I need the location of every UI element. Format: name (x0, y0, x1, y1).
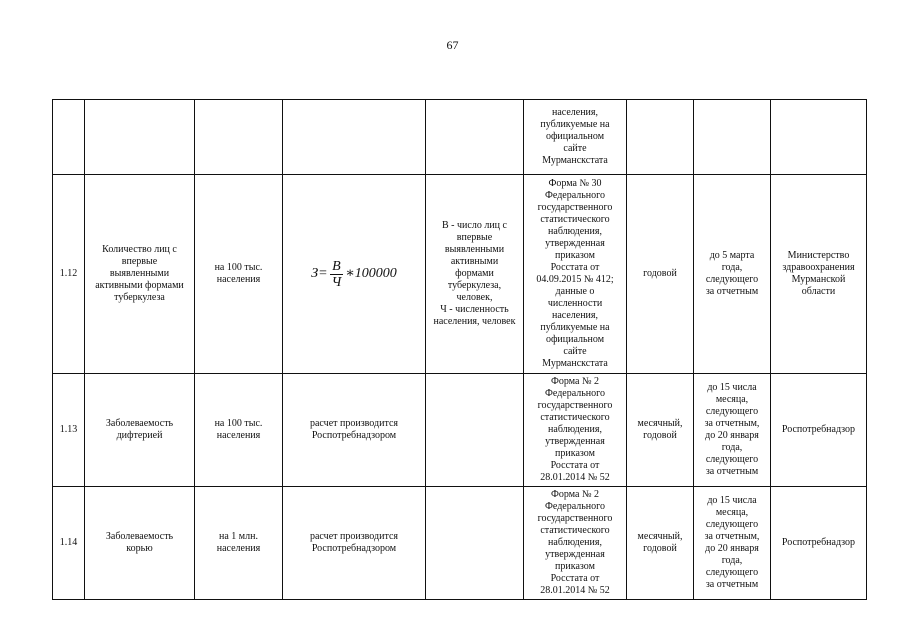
formula-lhs: З (311, 266, 319, 281)
row-number-cell: 1.12 (53, 175, 85, 374)
formula (311, 259, 397, 290)
indicator-name-cell: Заболеваемость корью (85, 487, 195, 600)
row-number-cell: 1.14 (53, 487, 85, 600)
table-row (53, 374, 867, 487)
table-row (53, 100, 867, 175)
deadline-cell: до 15 числа месяца, следующего за отчетным, до 20 января года, следующего за отчетным (694, 487, 771, 600)
method-cell (283, 100, 426, 175)
table-row (53, 175, 867, 374)
period-cell: годовой (627, 175, 694, 374)
method-cell (283, 175, 426, 374)
row-number-cell (53, 100, 85, 175)
method-cell: расчет производится Роспотребнадзором (283, 487, 426, 600)
indicator-name-cell (85, 100, 195, 175)
formula-fraction (330, 259, 344, 290)
indicator-name-cell: Количество лиц с впервые выявленными активными формами туберкулеза (85, 175, 195, 374)
deadline-cell (694, 100, 771, 175)
deadline-cell: до 5 марта года, следующего за отчетным (694, 175, 771, 374)
row-number-cell: 1.13 (53, 374, 85, 487)
formula-equals: = (318, 266, 328, 281)
responsible-cell (771, 100, 867, 175)
unit-cell: на 100 тыс. населения (195, 175, 283, 374)
responsible-cell: Роспотребнадзор (771, 374, 867, 487)
period-cell (627, 100, 694, 175)
period-cell: месячный, годовой (627, 374, 694, 487)
variables-cell: В - число лиц с впервые выявленными активными формами туберкулеза, человек, Ч - численность населения, человек (426, 175, 524, 374)
variables-cell (426, 100, 524, 175)
data-source-cell: Форма № 30 Федерального государственного статистического наблюдения, утвержденная приказом Росстата от 04.09.2015 № 412; данные о численности населения, публикуемые на официальном сайте Мурманскстата (524, 175, 627, 374)
data-source-cell: Форма № 2 Федерального государственного статистического наблюдения, утвержденная приказом Росстата от 28.01.2014 № 52 (524, 487, 627, 600)
data-source-cell: Форма № 2 Федерального государственного статистического наблюдения, утвержденная приказом Росстата от 28.01.2014 № 52 (524, 374, 627, 487)
data-source-cell: населения, публикуемые на официальном сайте Мурманскстата (524, 100, 627, 175)
method-cell: расчет производится Роспотребнадзором (283, 374, 426, 487)
table-row (53, 487, 867, 600)
responsible-cell: Роспотребнадзор (771, 487, 867, 600)
period-cell: месячный, годовой (627, 487, 694, 600)
indicators-table (52, 99, 867, 600)
unit-cell: на 1 млн. населения (195, 487, 283, 600)
indicator-name-cell: Заболеваемость дифтерией (85, 374, 195, 487)
formula-denominator: Ч (331, 274, 342, 290)
unit-cell (195, 100, 283, 175)
unit-cell: на 100 тыс. населения (195, 374, 283, 487)
responsible-cell: Министерство здравоохранения Мурманской области (771, 175, 867, 374)
formula-rhs: ∗100000 (345, 266, 397, 281)
page-number: 67 (446, 38, 459, 52)
variables-cell (426, 374, 524, 487)
formula-numerator: В (332, 258, 341, 274)
deadline-cell: до 15 числа месяца, следующего за отчетным, до 20 января года, следующего за отчетным (694, 374, 771, 487)
variables-cell (426, 487, 524, 600)
